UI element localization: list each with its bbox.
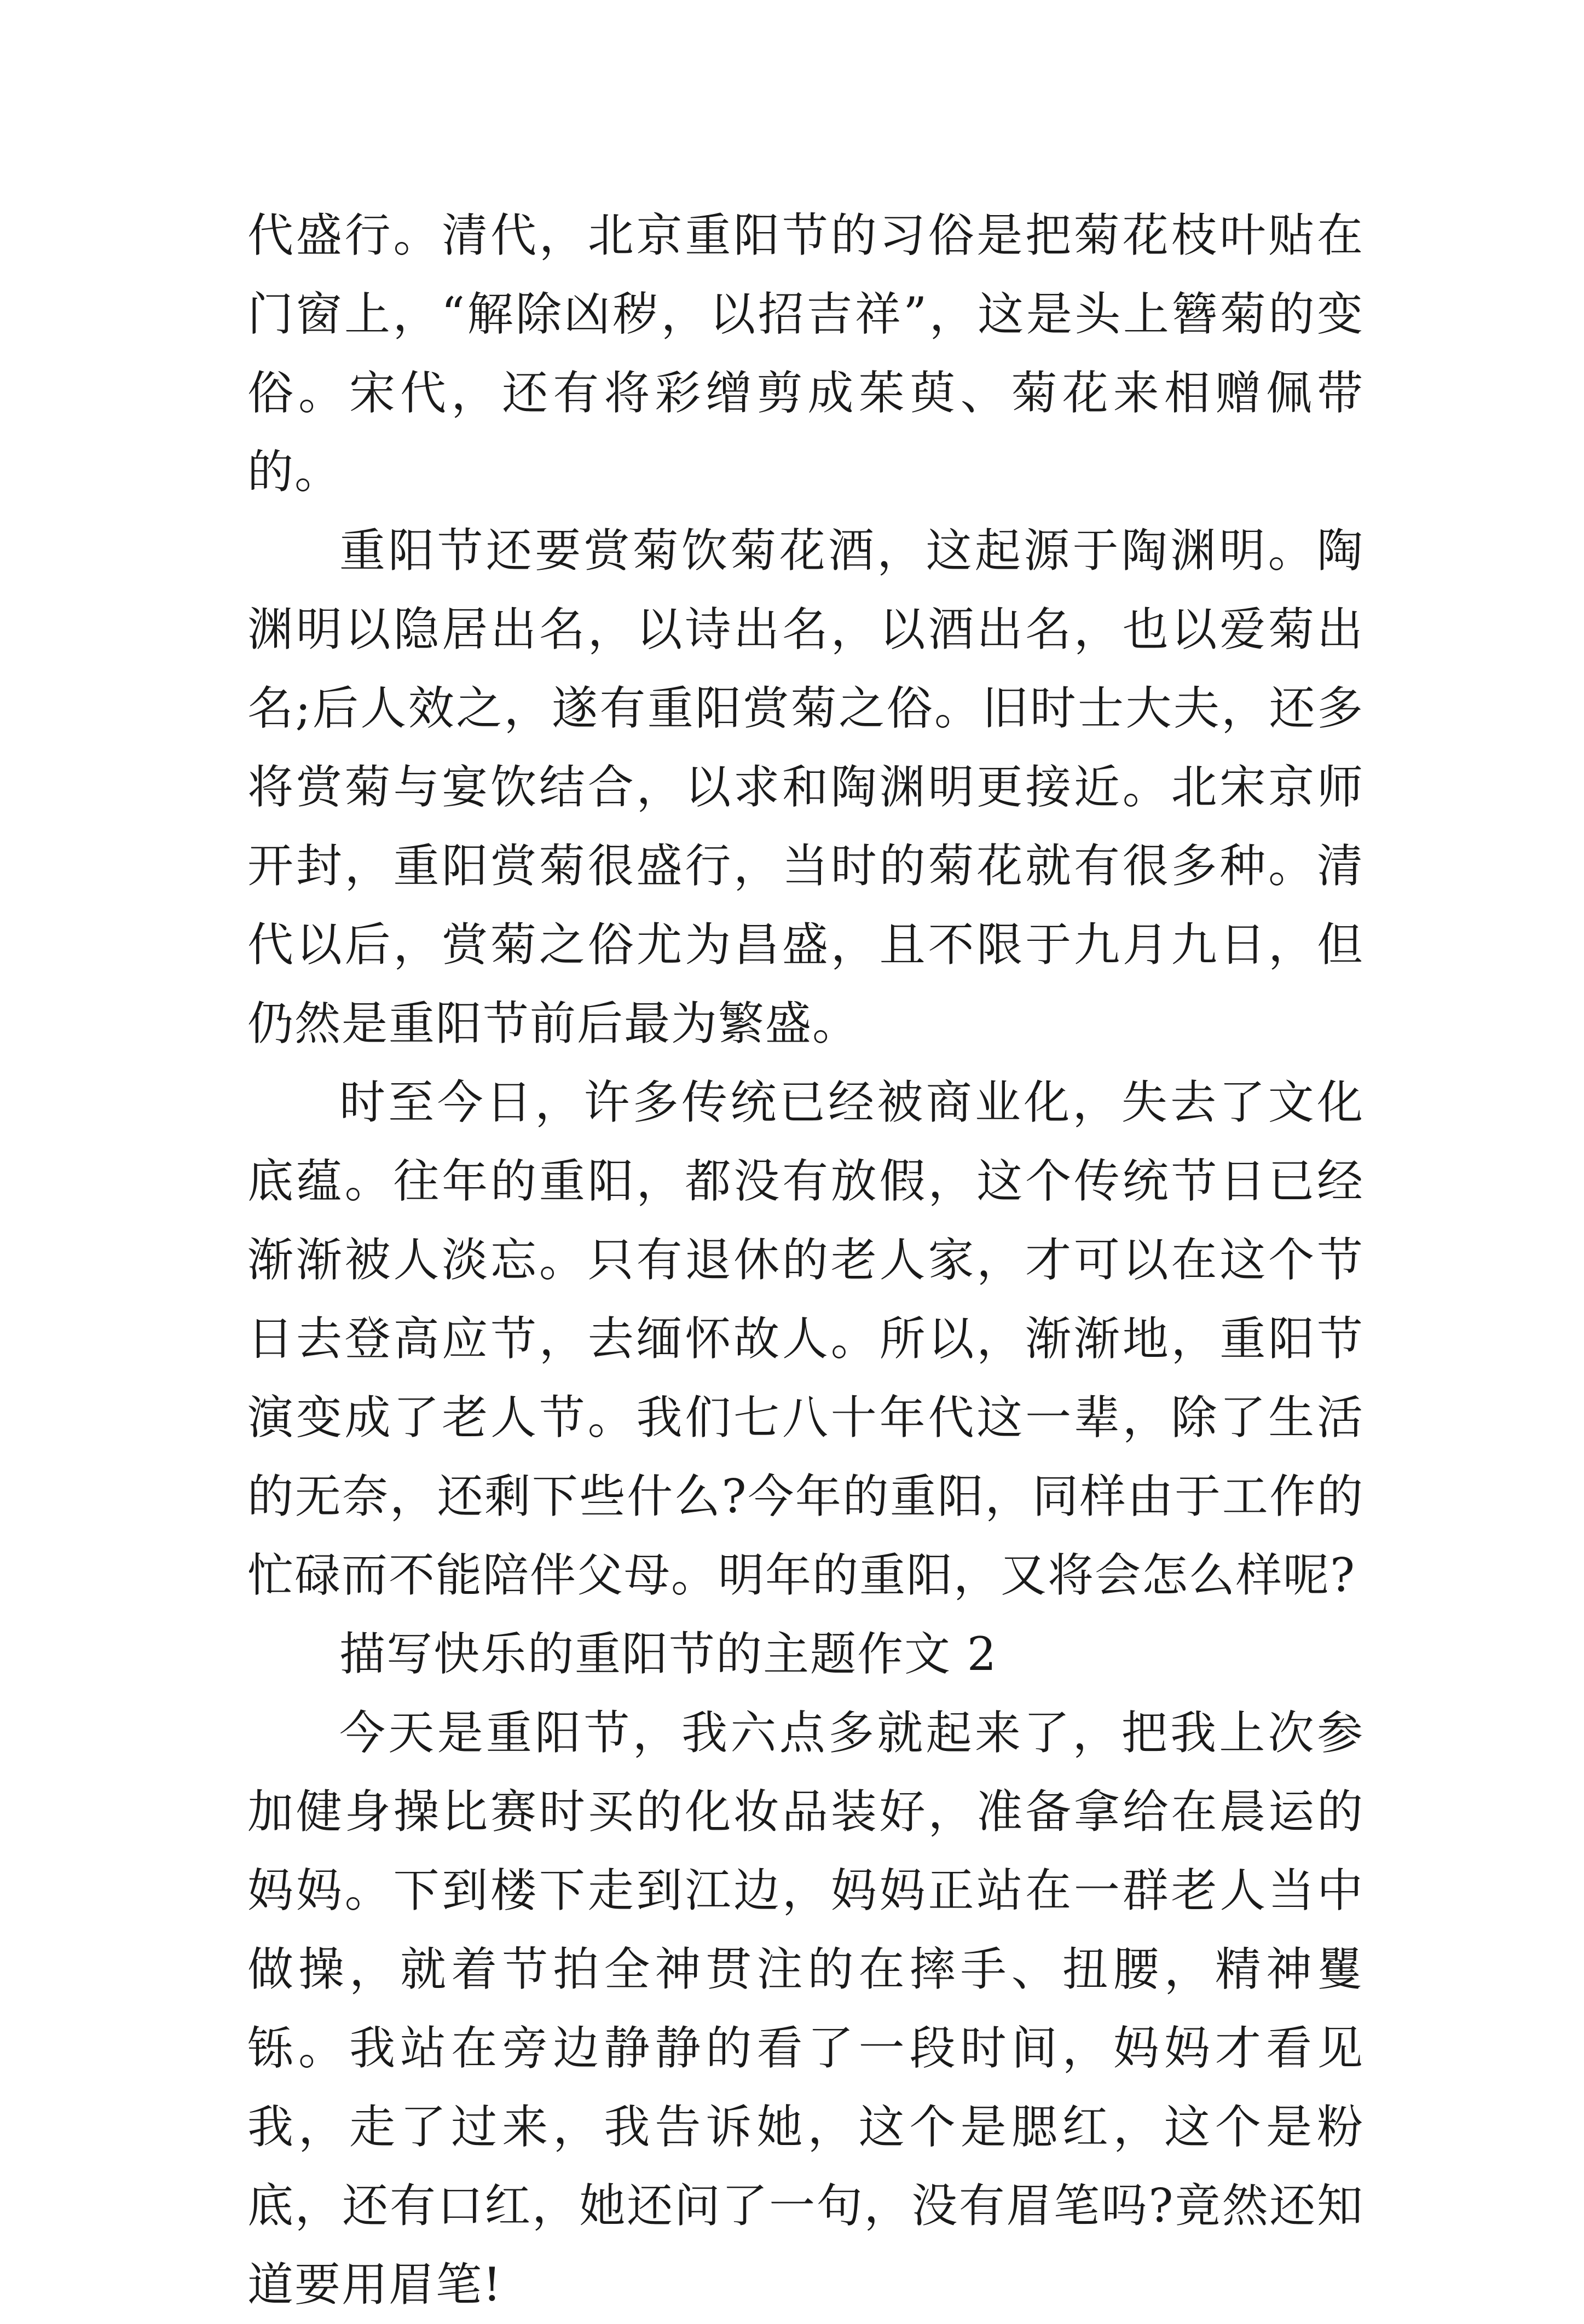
paragraph-continuation: 代盛行。清代，北京重阳节的习俗是把菊花枝叶贴在门窗上，“解除凶秽，以招吉祥”，这是头上簪菊的变俗。宋代，还有将彩缯剪成茱萸、菊花来相赠佩带的。	[247, 209, 1364, 499]
paragraph-modern-times: 时至今日，许多传统已经被商业化，失去了文化底蕴。往年的重阳，都没有放假，这个传统节日已经渐渐被人淡忘。只有退休的老人家，才可以在这个节日去登高应节，去缅怀故人。所以，渐渐地，重阳节演变成了老人节。我们七八十年代这一辈，除了生活的无奈，还剩下些什么?今年的重阳，同样由于工作的忙碌而不能陪伴父母。明年的重阳，又将会怎么样呢?	[247, 1076, 1364, 1602]
document-body	[247, 196, 1364, 2324]
essay-heading: 描写快乐的重阳节的主题作文 2	[339, 1627, 998, 1681]
paragraph-morning-story: 今天是重阳节，我六点多就起来了，把我上次参加健身操比赛时买的化妆品装好，准备拿给在晨运的妈妈。下到楼下走到江边，妈妈正站在一群老人当中做操，就着节拍全神贯注的在摔手、扭腰，精神矍铄。我站在旁边静静的看了一段时间，妈妈才看见我，走了过来，我告诉她，这个是腮红，这个是粉底，还有口红，她还问了一句，没有眉笔吗?竟然还知道要用眉笔!	[247, 1706, 1364, 2311]
paragraph-chrysanthemum-wine: 重阳节还要赏菊饮菊花酒，这起源于陶渊明。陶渊明以隐居出名，以诗出名，以酒出名，也以爱菊出名;后人效之，遂有重阳赏菊之俗。旧时士大夫，还多将赏菊与宴饮结合，以求和陶渊明更接近。北宋京师开封，重阳赏菊很盛行，当时的菊花就有很多种。清代以后，赏菊之俗尤为昌盛，且不限于九月九日，但仍然是重阳节前后最为繁盛。	[247, 524, 1364, 1050]
